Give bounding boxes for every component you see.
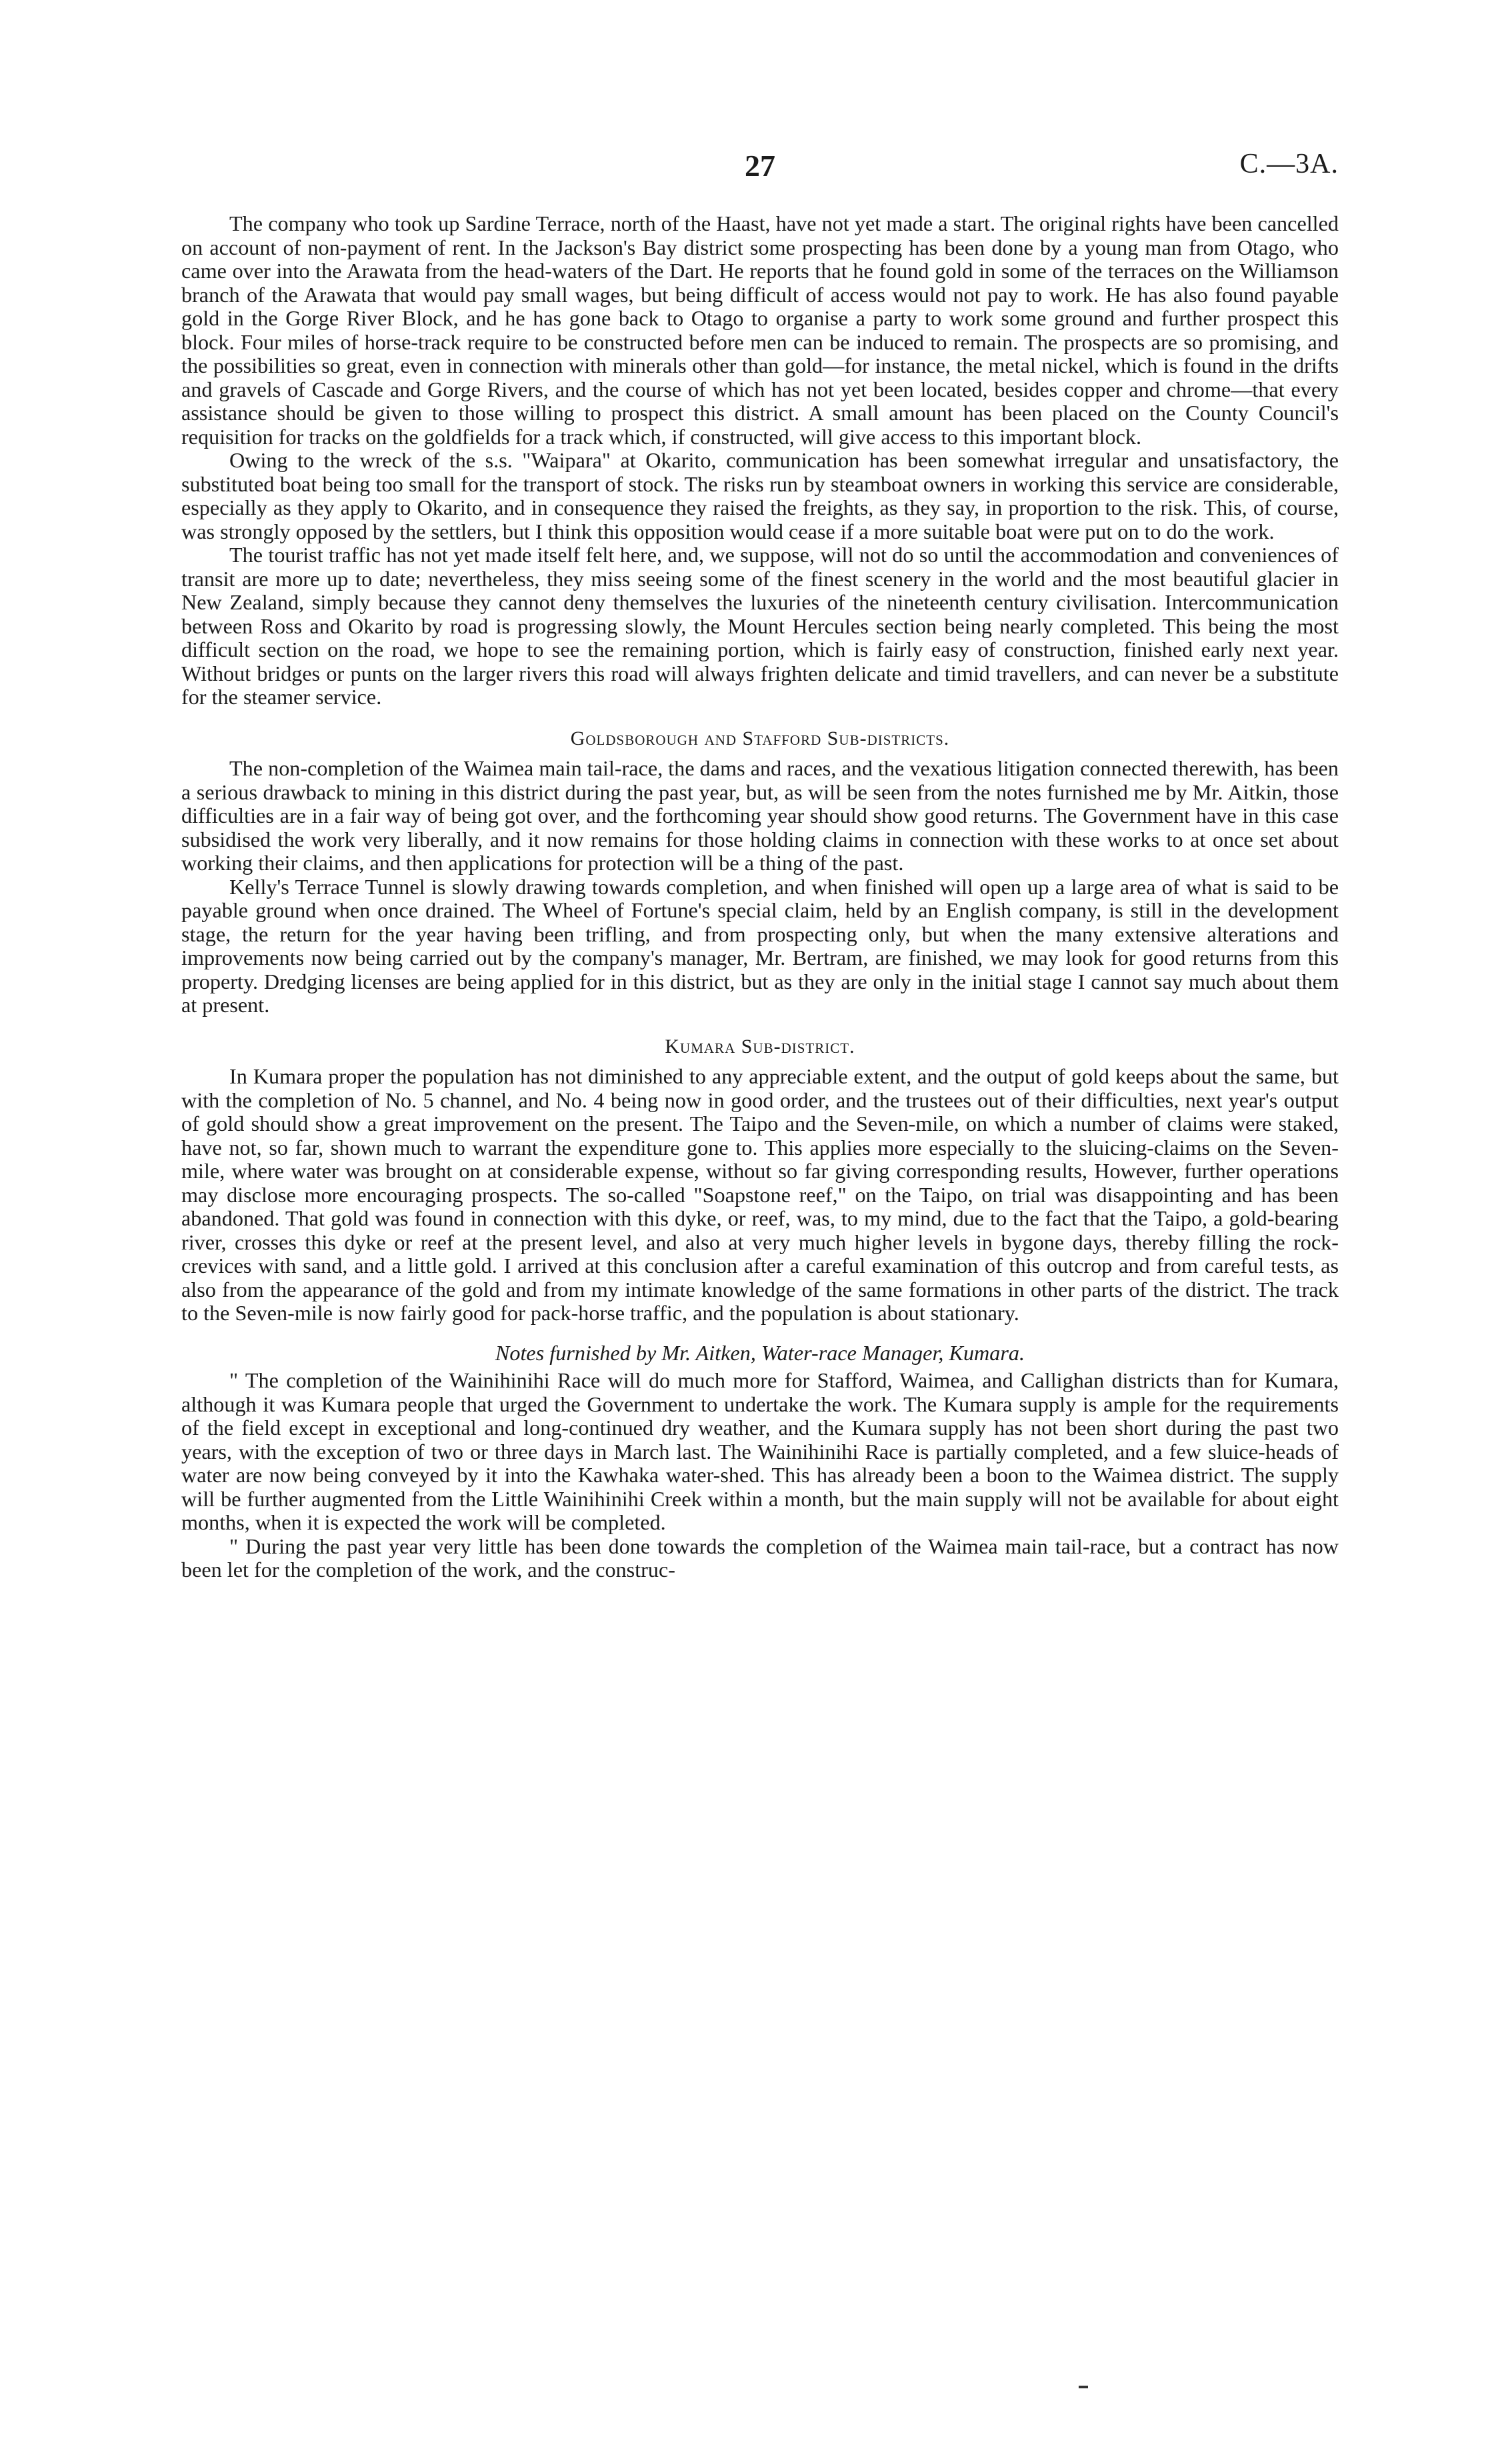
paragraph: " During the past year very little has been done towards the completion of the Waimea main tail-race, but a contract has now been let for the completion of the work, and the construc- (181, 1534, 1339, 1582)
paragraph: Owing to the wreck of the s.s. "Waipara" at Okarito, communication has been somewhat irregular and unsatisfactory, the substituted boat being too small for the transport of stock. The risks run by steamboat owners in working this service are considerable, especially as they apply to Okarito, and in consequence they raised the freights, as they say, in proportion to the risk. This, of course, was strongly opposed by the settlers, but I think this opposition would cease if a more suitable boat were put on to do the work. (181, 448, 1339, 543)
page-header (181, 148, 1339, 188)
section-heading-kumara: Kumara Sub-district. (665, 1035, 855, 1057)
paragraph: In Kumara proper the population has not diminished to any appreciable extent, and the output of gold keeps about the same, but with the completion of No. 5 channel, and No. 4 being now in good order, and the trustees out of their difficulties, next year's output of gold should show a great improvement on the present. The Taipo and the Seven-mile, on which a number of claims were staked, have not, so far, shown much to warrant the expenditure gone to. This applies more especially to the sluicing-claims on the Seven-mile, where water was brought on at considerable expense, without so far giving corresponding results, However, further operations may disclose more encouraging prospects. The so-called "Soapstone reef," on the Taipo, on trial was disappointing and has been abandoned. That gold was found in connection with this dyke, or reef, was, to my mind, due to the fact that the Taipo, a gold-bearing river, crosses this dyke or reef at the present level, and also at very much higher levels in bygone days, thereby filling the rock-crevices with sand, and a little gold. I arrived at this conclusion after a careful examination of this outcrop and from careful tests, as also from the appearance of the gold and from my intimate knowledge of the same formations in other parts of the district. The track to the Seven-mile is now fairly good for pack-horse traffic, and the population is about stationary. (181, 1064, 1339, 1325)
paragraph: Kelly's Terrace Tunnel is slowly drawing towards completion, and when finished will open up a large area of what is said to be payable ground when once drained. The Wheel of Fortune's special claim, held by an English company, is still in the development stage, the return for the year having been trifling, and from prospecting only, but when the many extensive alterations and improvements now being carried out by the company's manager, Mr. Bertram, are finished, we may look for good returns from this property. Dredging licenses are being applied for in this district, but as they are only in the initial stage I cannot say much about them at present. (181, 874, 1339, 1017)
paragraph: The non-completion of the Waimea main tail-race, the dams and races, and the vexatious litigation connected therewith, has been a serious drawback to mining in this district during the past year, but, as will be seen from the notes furnished me by Mr. Aitkin, those difficulties are in a fair way of being got over, and the forthcoming year should show good returns. The Government have in this case subsidised the work very liberally, and it now remains for those holding claims in connection with these works to at once set about working their claims, and then applications for protection will be a thing of the past. (181, 756, 1339, 875)
section-heading-notes: Notes furnished by Mr. Aitken, Water-race Manager, Kumara. (495, 1340, 1025, 1365)
paragraph: " The completion of the Wainihinihi Race will do much more for Stafford, Waimea, and Callighan districts than for Kumara, although it was Kumara people that urged the Government to undertake the work. The Kumara supply is ample for the requirements of the field except in exceptional and long-continued dry weather, and the Kumara supply has not been short during the past two years, with the exception of two or three days in March last. The Wainihinihi Race is partially completed, and a few sluice-heads of water are now being conveyed by it into the Kawhaka water-shed. This has already been a boon to the Waimea district. The supply will be further augmented from the Little Wainihinihi Creek within a month, but the main supply will not be available for about eight months, when it is expected the work will be completed. (181, 1368, 1339, 1534)
paragraph: The company who took up Sardine Terrace, north of the Haast, have not yet made a start. The original rights have been cancelled on account of non-payment of rent. In the Jackson's Bay district some prospecting has been done by a young man from Otago, who came over into the Arawata from the head-waters of the Dart. He reports that he found gold in some of the terraces on the Williamson branch of the Arawata that would pay small wages, but being difficult of access would not pay to work. He has also found payable gold in the Gorge River Block, and he has gone back to Otago to organise a party to work some ground and further prospect this block. Four miles of horse-track require to be constructed before men can be induced to remain. The prospects are so promising, and the possibilities so great, even in connection with minerals other than gold—for instance, the metal nickel, which is found in the drifts and gravels of Cascade and Gorge Rivers, and the course of which has not yet been located, besides copper and chrome—that every assistance should be given to those willing to prospect this district. A small amount has been placed on the County Council's requisition for tracks on the goldfields for a track which, if constructed, will give access to this important block. (181, 211, 1339, 449)
document-body (181, 212, 1339, 1582)
section-heading-goldsborough: Goldsborough and Stafford Sub-districts. (570, 727, 950, 749)
document-reference: C.—3A. (1239, 149, 1339, 179)
paragraph: The tourist traffic has not yet made itself felt here, and, we suppose, will not do so until the accommodation and conveniences of transit are more up to date; nevertheless, they miss seeing some of the finest scenery in the world and the most beautiful glacier in New Zealand, simply because they cannot deny themselves the luxuries of the nineteenth century civilisation. Intercommunication between Ross and Okarito by road is progressing slowly, the Mount Hercules section being nearly completed. This being the most difficult section on the road, we hope to see the remaining portion, which is fairly easy of construction, finished early next year. Without bridges or punts on the larger rivers this road will always frighten delicate and timid travellers, and can never be a substitute for the steamer service. (181, 543, 1339, 709)
page-mark (1079, 2386, 1088, 2388)
page-number: 27 (745, 149, 775, 183)
